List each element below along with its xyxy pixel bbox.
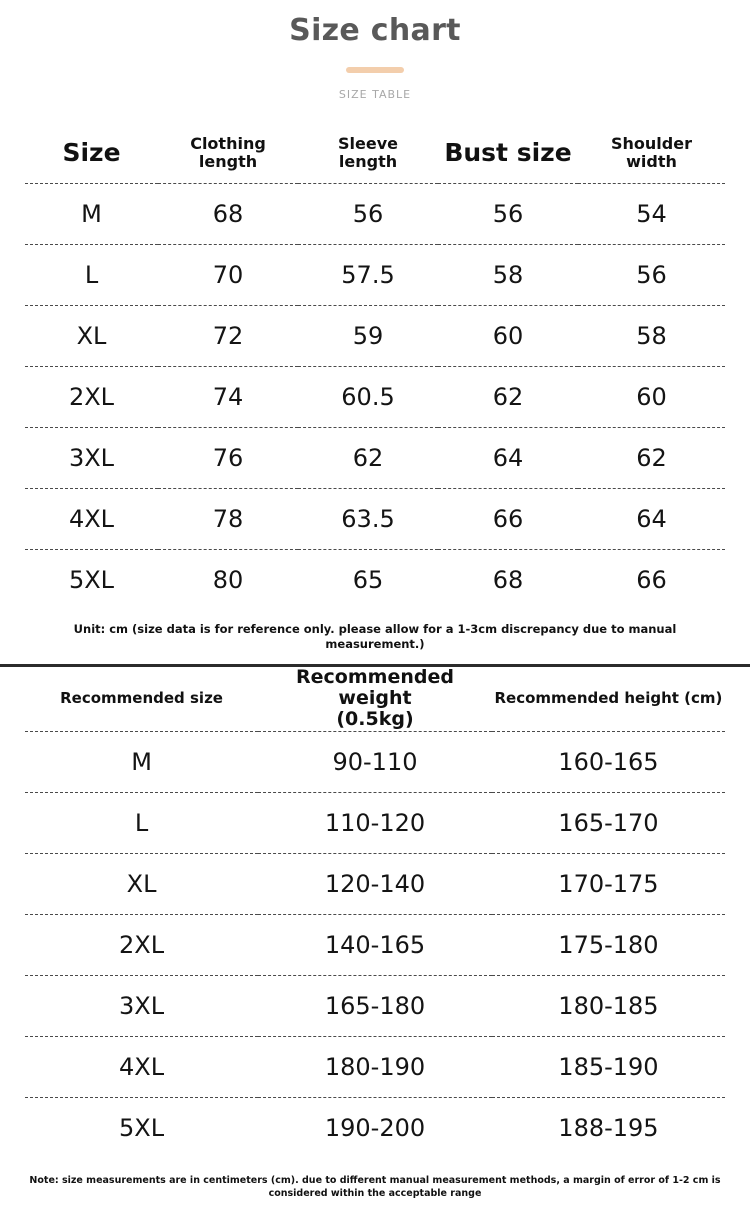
cell-size: 2XL xyxy=(25,367,158,428)
cell-clothing-length: 78 xyxy=(158,489,298,550)
cell-recommended-weight: 90-110 xyxy=(258,731,492,792)
cell-shoulder-width: 58 xyxy=(578,306,725,367)
cell-sleeve-length: 56 xyxy=(298,184,438,245)
cell-recommended-height: 175-180 xyxy=(492,914,725,975)
table-row xyxy=(25,1097,725,1158)
recommendation-table xyxy=(25,667,725,1158)
page-subtitle: SIZE TABLE xyxy=(338,88,412,101)
column-header-recommended-weight-line-1: Recommended weight xyxy=(296,665,454,710)
cell-sleeve-length: 60.5 xyxy=(298,367,438,428)
size-table-note: Unit: cm (size data is for reference only. please allow for a 1-3cm discrepancy due to manual measurement.) xyxy=(73,622,677,651)
table-row xyxy=(25,306,725,367)
table-row xyxy=(25,731,725,792)
cell-clothing-length: 74 xyxy=(158,367,298,428)
cell-shoulder-width: 66 xyxy=(578,550,725,611)
column-header-clothing-length-line-2: length xyxy=(198,152,258,171)
size-table xyxy=(25,123,725,610)
cell-bust-size: 60 xyxy=(438,306,578,367)
cell-recommended-size: 4XL xyxy=(25,1036,258,1097)
cell-bust-size: 62 xyxy=(438,367,578,428)
recommendation-table-header-row xyxy=(25,667,725,731)
cell-sleeve-length: 59 xyxy=(298,306,438,367)
cell-recommended-weight: 180-190 xyxy=(258,1036,492,1097)
table-row xyxy=(25,428,725,489)
cell-bust-size: 58 xyxy=(438,245,578,306)
cell-recommended-size: M xyxy=(25,731,258,792)
cell-sleeve-length: 63.5 xyxy=(298,489,438,550)
accent-bar xyxy=(346,67,404,73)
table-row xyxy=(25,367,725,428)
cell-recommended-height: 160-165 xyxy=(492,731,725,792)
column-header-bust-size xyxy=(438,123,578,184)
column-header-clothing-length-line-1: Clothing xyxy=(190,134,266,154)
cell-recommended-height: 165-170 xyxy=(492,792,725,853)
column-header-recommended-weight-line-2: (0.5kg) xyxy=(336,708,414,731)
cell-recommended-size: 3XL xyxy=(25,975,258,1036)
table-row xyxy=(25,975,725,1036)
size-table-block xyxy=(0,123,750,610)
cell-recommended-height: 180-185 xyxy=(492,975,725,1036)
column-header-clothing-length xyxy=(158,123,298,184)
cell-clothing-length: 70 xyxy=(158,245,298,306)
column-header-shoulder-width-line-1: Shoulder xyxy=(611,134,692,154)
page-header xyxy=(0,0,750,101)
cell-clothing-length: 72 xyxy=(158,306,298,367)
cell-recommended-weight: 110-120 xyxy=(258,792,492,853)
cell-clothing-length: 80 xyxy=(158,550,298,611)
table-row xyxy=(25,914,725,975)
table-row xyxy=(25,184,725,245)
cell-recommended-height: 188-195 xyxy=(492,1097,725,1158)
cell-size: 5XL xyxy=(25,550,158,611)
column-header-shoulder-width xyxy=(578,123,725,184)
cell-sleeve-length: 57.5 xyxy=(298,245,438,306)
table-row xyxy=(25,550,725,611)
column-header-shoulder-width-line-2: width xyxy=(626,152,677,171)
cell-recommended-weight: 190-200 xyxy=(258,1097,492,1158)
cell-recommended-height: 185-190 xyxy=(492,1036,725,1097)
cell-recommended-size: L xyxy=(25,792,258,853)
cell-recommended-weight: 165-180 xyxy=(258,975,492,1036)
column-header-recommended-height xyxy=(492,667,725,731)
recommendation-table-block xyxy=(0,667,750,1158)
cell-recommended-size: 5XL xyxy=(25,1097,258,1158)
cell-size: 4XL xyxy=(25,489,158,550)
cell-shoulder-width: 62 xyxy=(578,428,725,489)
column-header-recommended-size xyxy=(25,667,258,731)
column-header-recommended-weight xyxy=(258,667,492,731)
cell-sleeve-length: 62 xyxy=(298,428,438,489)
table-row xyxy=(25,792,725,853)
cell-bust-size: 66 xyxy=(438,489,578,550)
cell-recommended-size: XL xyxy=(25,853,258,914)
cell-sleeve-length: 65 xyxy=(298,550,438,611)
cell-shoulder-width: 64 xyxy=(578,489,725,550)
cell-recommended-size: 2XL xyxy=(25,914,258,975)
cell-clothing-length: 76 xyxy=(158,428,298,489)
cell-recommended-weight: 120-140 xyxy=(258,853,492,914)
table-row xyxy=(25,1036,725,1097)
cell-shoulder-width: 56 xyxy=(578,245,725,306)
cell-clothing-length: 68 xyxy=(158,184,298,245)
cell-shoulder-width: 54 xyxy=(578,184,725,245)
column-header-sleeve-length-line-1: Sleeve xyxy=(338,134,398,154)
column-header-recommended-size-line-1: Recommended size xyxy=(60,689,223,708)
footer-note: Note: size measurements are in centimeters (cm). due to different manual measurement methods, a margin of error of 1-2 cm is considered within the acceptable range xyxy=(29,1174,721,1200)
cell-size: L xyxy=(25,245,158,306)
size-table-body xyxy=(25,184,725,611)
column-header-size-line-1: Size xyxy=(62,138,121,167)
column-header-recommended-height-line-1: Recommended height (cm) xyxy=(494,689,723,708)
table-row xyxy=(25,853,725,914)
page-title: Size chart xyxy=(289,13,461,48)
cell-bust-size: 56 xyxy=(438,184,578,245)
table-row xyxy=(25,489,725,550)
cell-size: XL xyxy=(25,306,158,367)
cell-recommended-weight: 140-165 xyxy=(258,914,492,975)
column-header-sleeve-length-line-2: length xyxy=(338,152,398,171)
cell-size: 3XL xyxy=(25,428,158,489)
table-row xyxy=(25,245,725,306)
cell-size: M xyxy=(25,184,158,245)
cell-recommended-height: 170-175 xyxy=(492,853,725,914)
cell-shoulder-width: 60 xyxy=(578,367,725,428)
cell-bust-size: 68 xyxy=(438,550,578,611)
cell-bust-size: 64 xyxy=(438,428,578,489)
column-header-bust-size-line-1: Bust size xyxy=(444,138,572,167)
column-header-sleeve-length xyxy=(298,123,438,184)
recommendation-table-body xyxy=(25,731,725,1158)
size-table-header-row xyxy=(25,123,725,184)
column-header-size xyxy=(25,123,158,184)
